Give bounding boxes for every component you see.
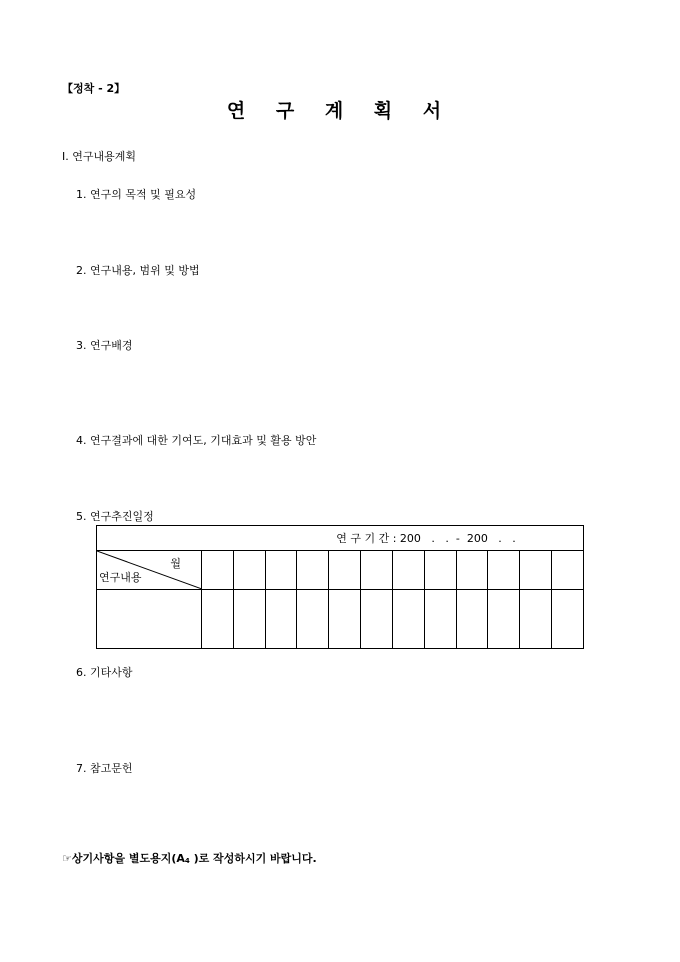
schedule-cell[interactable] xyxy=(552,590,584,649)
month-cell[interactable] xyxy=(520,551,552,590)
content-cell[interactable] xyxy=(97,590,202,649)
header-month-label: 월 xyxy=(170,557,181,570)
schedule-cell[interactable] xyxy=(520,590,552,649)
form-code: 【정착 - 2】 xyxy=(62,82,126,95)
research-period-label: 연 구 기 간 : 200 . . - 200 . . xyxy=(336,532,516,545)
item-purpose: 1. 연구의 목적 및 필요성 xyxy=(76,188,197,201)
note-subscript: 4 xyxy=(184,857,190,865)
month-cell[interactable] xyxy=(424,551,456,590)
schedule-cell[interactable] xyxy=(392,590,424,649)
month-cell[interactable] xyxy=(488,551,520,590)
item-schedule: 5. 연구추진일정 xyxy=(76,510,154,523)
month-cell[interactable] xyxy=(297,551,329,590)
schedule-table xyxy=(96,525,584,649)
schedule-cell[interactable] xyxy=(202,590,234,649)
month-cell[interactable] xyxy=(361,551,393,590)
schedule-cell[interactable] xyxy=(265,590,297,649)
schedule-cell[interactable] xyxy=(456,590,488,649)
schedule-content-row xyxy=(97,590,584,649)
month-cell[interactable] xyxy=(552,551,584,590)
page-title: 연 구 계 획 서 xyxy=(226,100,454,122)
item-background: 3. 연구배경 xyxy=(76,339,133,352)
item-scope-method: 2. 연구내용, 범위 및 방법 xyxy=(76,264,200,277)
schedule-cell[interactable] xyxy=(329,590,361,649)
month-cell[interactable] xyxy=(233,551,265,590)
research-period-cell xyxy=(97,526,584,551)
month-cell[interactable] xyxy=(392,551,424,590)
schedule-period-row xyxy=(97,526,584,551)
header-content-label: 연구내용 xyxy=(99,571,142,584)
item-contribution: 4. 연구결과에 대한 기여도, 기대효과 및 활용 방안 xyxy=(76,434,317,447)
diagonal-header-cell xyxy=(97,551,202,590)
item-other: 6. 기타사항 xyxy=(76,666,133,679)
month-cell[interactable] xyxy=(329,551,361,590)
schedule-cell[interactable] xyxy=(488,590,520,649)
schedule-month-row xyxy=(97,551,584,590)
note-suffix: )로 작성하시기 바랍니다. xyxy=(189,852,317,865)
month-cell[interactable] xyxy=(456,551,488,590)
schedule-cell[interactable] xyxy=(361,590,393,649)
month-cell[interactable] xyxy=(265,551,297,590)
month-cell[interactable] xyxy=(202,551,234,590)
footer-note xyxy=(62,850,317,866)
section-heading: Ⅰ. 연구내용계획 xyxy=(62,150,136,163)
schedule-cell[interactable] xyxy=(233,590,265,649)
item-references: 7. 참고문헌 xyxy=(76,762,133,775)
schedule-cell[interactable] xyxy=(297,590,329,649)
note-prefix: ☞상기사항을 별도용지(A xyxy=(62,852,185,865)
schedule-cell[interactable] xyxy=(424,590,456,649)
